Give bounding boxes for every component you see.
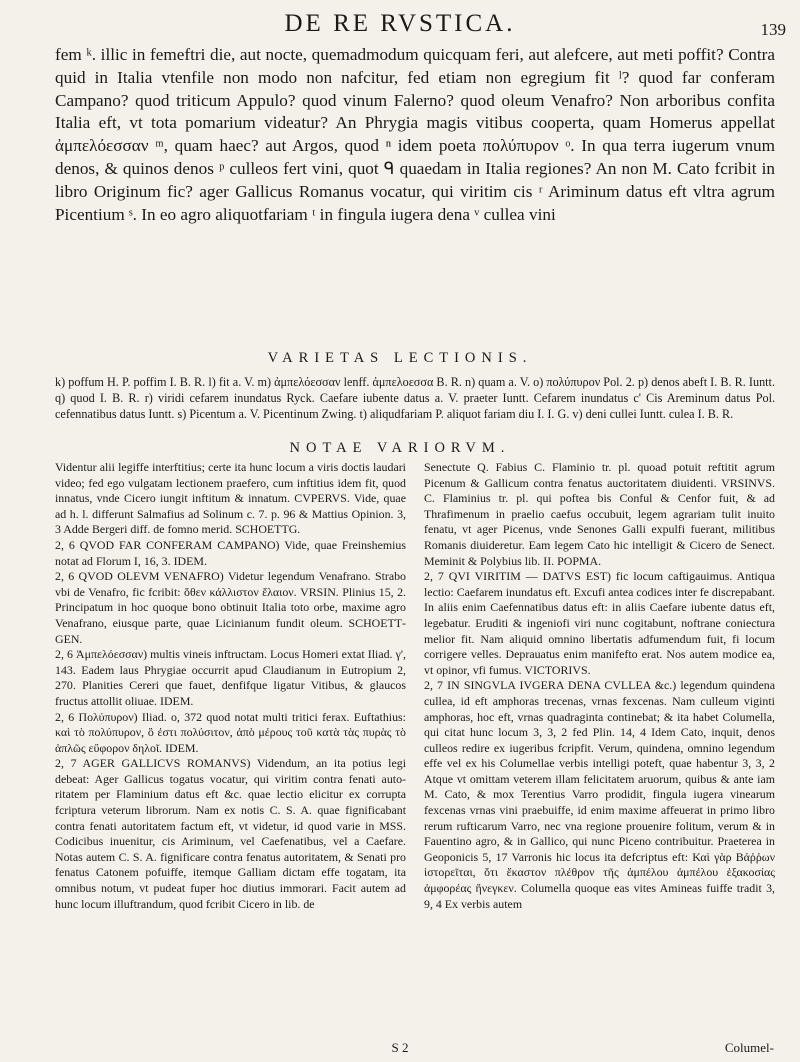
notes-heading: NOTAE VARIORVM. [289,440,511,456]
note-paragraph: 2, 6 Ἀμπελόεσσαν) multis vineis inftructam. Locus Homeri extat Iliad. γ', 143. Eadem laus Phrygiae occurrit apud Claudianum in Eutropium 2, 270. Planities Cereri que fauet, denfifque ligatur Vitibus, & glaucos fructus attollit oliuae. IDEM. [55,647,406,708]
catchword: Columel- [724,1040,774,1055]
note-paragraph: 2, 7 IN SINGVLA IVGERA DENA CVLLEA &c.) legendum quindena cullea, id eft amphoras trecenas, vrnas fexcenas. Nam culleum viginti amphoras, hoc eft, vrnas quadraginta continebat; & ita habet Columella, qui citat hunc locum 3, 3, 2 fed Plin. 14, 4 Idem Cato, inquit, denos culleos redire ex iugeribus fcripfit. Verum, quindena, omnino legendum effe vel ex his Columellae verbis intelligi poteft, quae habentur 3, 3, 2 Atque vt omittam veterem illam felicitatem aruorum, quibus & ante iam M. Cato, & mox Terentius Varro prodidit, fingula iugera vinearum fexcenas vrnas vini praebuiffe, id enim maxime affeuerat in primo libro rerum rufticarum Varro, nec vna regione prouenire folitum, verum & in Fauentino agro, & in Gallico, qui nunc Piceno contribuitur. Praeterea in Geoponicis 5, 17 Varronis hic locus ita defcriptus eft: Καὶ γὰρ Βάῤῥων ἱστορεῖται, ὅτι ἕκαστον πλέθρον τῆς ἀμπέλου ἀμπέλου ἑξακοσίας ἀμφορέας ἤνεγκεν. Columella quoque eas vites Amineas fuiffe tradit 3, 9, 4 Ex verbis autem [424,678,775,911]
variants-text: k) poffum H. P. poffim I. B. R. l) fit a. V. m) ἀμπελόεσσαν lenff. ἀμπελοεσσα B. R. n) quam a. V. o) πολύπυρον Pol. 2. p) denos abeft I. B. R. Iuntt. q) quod I. B. R. r) viridi cefarem inundatus Ryck. Caefare iubente datus a. V. praeter Iuntt. Cefarem inundatus c' Cis Areminum datus Pol. cefennatibus datus Iuntt. s) Picentum a. V. Picentinum Zwing. t) aliqudfariam P. aliquot fariam diu I. I. G. v) deni cullei Iuntt. culea I. B. R. [55,375,775,421]
variants-apparatus [55,374,775,422]
notes-right-column [424,460,775,912]
notes-left-column [55,460,406,912]
page-number: 139 [760,20,786,39]
main-paragraph: fem ᵏ. illic in femeftri die, aut nocte, quemadmodum quicquam feri, aut alefcere, aut meti poffit? Contra quid in Italia vtenfile non modo non nafcitur, fed etiam non egregium fit ˡ? quod far conferam Campano? quod triticum Appulo? quod vinum Falerno? quod oleum Venafro? Non arboribus confita Italia eft, vt tota pomarium videatur? An Phrygia magis vitibus cooperta, quam Homerus appellat ἀμπελόεσσαν ᵐ, quam haec? aut Argos, quod ⁿ idem poeta πολύπυρον ᵒ. In qua terra iugerum vnum denos, & quinos denos ᵖ culleos fert vini, quot ᑫ quaedam in Italia regiones? An non M. Cato fcribit in libro Originum fic? ager Gallicus Romanus vocatur, qui viritim cis ʳ Ariminum datus eft vltra agrum Picentium ˢ. In eo agro aliquotfariam ᵗ in fingula iugera dena ᵛ cullea vini [55,45,775,224]
note-paragraph: 2, 6 QVOD FAR CONFERAM CAMPANO) Vide, quae Freinshemius notat ad Florum I, 16, 3. IDEM. [55,537,406,568]
variants-heading: VARIETAS LECTIONIS. [267,350,533,366]
note-paragraph: 2, 6 Πολύπυρον) Iliad. ο, 372 quod notat multi tritici ferax. Euftathius: καὶ τὸ πολύπυρον, ὃ ἐστι πολύσιτον, ἀπὸ μέρους τοῦ κατὰ τὰς πυρὰς τὸ ἁπλῶς εὔφορον δηλοῖ. IDEM. [55,709,406,755]
page-header [0,10,800,40]
main-text [55,44,775,226]
note-paragraph: 2, 7 AGER GALLICVS ROMANVS) Videndum, an ita potius legi debeat: Ager Gallicus togatus vocatur, qui viritim contra fenati autoritatem per Flaminium datus eft &c. quae lectio elicitur ex corrupta fcriptura veterum librorum. Nam ex notis C. S. A. quae fignificabant contra fenati autoritatem factum eft, vt videtur, id quod varie in MSS. Codicibus inuenitur, cis Ariminum, vel Caefenatibus, vel a Caefare. Notas autem C. S. A. fignificare contra fenatus autoritatem, & Senati pro fenatus Catonem pofuiffe, itemque Galliam dictam effe togatam, ita omnibus notum, vt pudeat fuper hoc diutius immorari. Facit autem ad hunc locum illuftrandum, quod fcribit Cicero in lib. de [55,756,406,911]
note-paragraph: 2, 7 QVI VIRITIM — DATVS EST) fic locum caftigauimus. Antiqua lectio: Caefarem inundatus eft. Excufi antea codices inter fe discrepabant. In aliis enim Caefennatibus datus eft: in aliis Caefare iubente datus eft, legebatur. Eruditi & ingeniofi viri nunc cogitabunt, noftrane coniectura melior fit. Nam aliquid omnino libertatis adfumendum fuit, fi locum corrigere velles. Deprauatus enim manifefto erat. Nos autem modice ea, vt opinor, vfi fumus. VICTORIVS. [424,569,775,677]
note-paragraph: Videntur alii legiffe interftitius; certe ita hunc locum a viris doctis laudari video; fed ego vulgatam lectionem praefero, cum inftitius idem fit, quod innatus, vnde Cicero iungit inftitum & innatum. CVPERVS. Vide, quae ad h. l. differunt Salmafius ad Solinum c. 7. p. 96 & Mattius Opinion. 3, 3 Adde Bergeri diff. de fomno merid. SCHOETTG. [55,460,406,537]
note-paragraph: 2, 6 QVOD OLEVM VENAFRO) Videtur legendum Venafrano. Strabo vbi de Venafro, fic fcribit: ὅθεν κάλλιστον ἔλαιον. VRSIN. Plinius 15, 2. Principatum in hoc quoque bono obtinuit Italia toto orbe, maxime agro Venafrano, eiusque parte, quae Licinianum fundit oleum. SCHOETTGEN. [55,569,406,646]
signature-mark: S 2 [391,1040,409,1055]
note-paragraph: Senectute Q. Fabius C. Flaminio tr. pl. quoad potuit reftitit agrum Picenum & Gallicum contra fenatus auctoritatem diuidenti. VRSINVS. C. Flaminius tr. pl. qui poftea bis Conful & Cenfor fuit, & ad Thrafimenum in praelio caefus occubuit, legem agrariam tulit inuito fenatu, vt ager Picenus, vnde Senones Galli expulfi fuerant, militibus Romanis diuideretur. Eam legem Cato hic intelligit & Cicero de Senect. Meminit & Polybius lib. II. POPMA. [424,460,775,568]
running-title: DE RE RVSTICA. [284,10,516,37]
